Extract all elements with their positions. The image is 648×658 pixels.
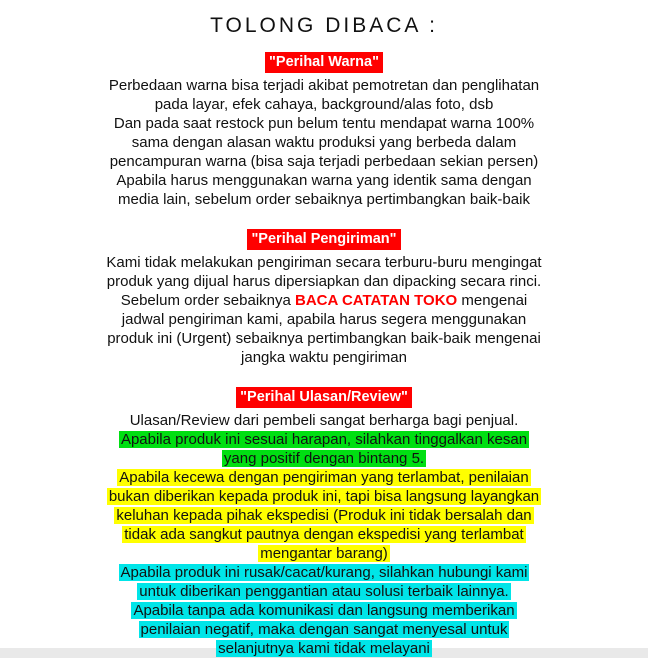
text-segment: BACA CATATAN TOKO — [295, 292, 458, 310]
text-segment: Sebelum order sebaiknya — [120, 292, 295, 310]
text-segment: sama dengan alasan waktu produksi yang berbeda dalam — [131, 134, 517, 152]
text-line — [36, 291, 612, 310]
text-line — [36, 348, 612, 367]
text-segment: tidak ada sangkut pautnya dengan ekspedisi yang terlambat — [124, 526, 524, 544]
sections — [36, 52, 612, 658]
text-segment: produk ini (Urgent) sebaiknya pertimbangkan baik-baik mengenai — [107, 330, 541, 348]
text-segment: selanjutnya kami tidak melayani — [218, 640, 430, 658]
text-segment: mengenai — [457, 292, 528, 310]
text-segment: pencampuran warna (bisa saja terjadi perbedaan sekian persen) — [109, 153, 539, 171]
section-body — [36, 253, 612, 367]
page-title: TOLONG DIBACA : — [210, 14, 438, 37]
notice-section — [36, 52, 612, 209]
text-line — [36, 152, 612, 171]
text-line — [36, 133, 612, 152]
text-segment: penilaian negatif, maka dengan sangat menyesal untuk — [140, 621, 508, 639]
text-segment: Ulasan/Review dari pembeli sangat berharga bagi penjual. — [129, 412, 519, 430]
section-body — [36, 411, 612, 658]
text-segment: untuk diberikan penggantian atau solusi terbaik lainnya. — [139, 583, 509, 601]
section-header — [36, 52, 612, 73]
text-line — [36, 272, 612, 291]
section-header-chip: "Perihal Warna" — [265, 52, 383, 73]
section-header-chip: "Perihal Pengiriman" — [247, 229, 400, 250]
text-line — [36, 563, 612, 582]
notice-section — [36, 229, 612, 367]
text-segment: jangka waktu pengiriman — [241, 349, 407, 367]
text-line — [36, 525, 612, 544]
text-line — [36, 310, 612, 329]
text-segment: Apabila harus menggunakan warna yang identik sama dengan — [116, 172, 532, 190]
text-line — [36, 468, 612, 487]
text-segment: pada layar, efek cahaya, background/alas foto, dsb — [154, 96, 494, 114]
text-line — [36, 639, 612, 658]
text-segment: mengantar barang) — [260, 545, 388, 563]
text-line — [36, 411, 612, 430]
text-line — [36, 620, 612, 639]
text-line — [36, 601, 612, 620]
text-segment: Dan pada saat restock pun belum tentu mendapat warna 100% — [113, 115, 535, 133]
text-segment: jadwal pengiriman kami, apabila harus segera menggunakan — [121, 311, 527, 329]
text-line — [36, 506, 612, 525]
text-line — [36, 190, 612, 209]
text-line — [36, 449, 612, 468]
text-segment: media lain, sebelum order sebaiknya pertimbangkan baik-baik — [118, 191, 530, 209]
text-line — [36, 487, 612, 506]
text-segment: yang positif dengan bintang 5. — [223, 450, 425, 468]
text-line — [36, 430, 612, 449]
text-segment: produk yang dijual harus dipersiapkan dan dipacking secara rinci. — [106, 273, 542, 291]
text-line — [36, 582, 612, 601]
section-header — [36, 387, 612, 408]
notice-section — [36, 387, 612, 658]
text-segment: Apabila tanpa ada komunikasi dan langsung memberikan — [133, 602, 515, 620]
text-segment: Apabila produk ini sesuai harapan, silahkan tinggalkan kesan — [120, 431, 528, 449]
text-line — [36, 329, 612, 348]
section-header — [36, 229, 612, 250]
section-header-chip: "Perihal Ulasan/Review" — [236, 387, 412, 408]
text-line — [36, 95, 612, 114]
text-line — [36, 114, 612, 133]
section-body — [36, 76, 612, 209]
text-line — [36, 253, 612, 272]
text-segment: bukan diberikan kepada produk ini, tapi bisa langsung layangkan — [108, 488, 540, 506]
text-line — [36, 76, 612, 95]
text-segment: Apabila produk ini rusak/cacat/kurang, silahkan hubungi kami — [120, 564, 528, 582]
text-segment: Perbedaan warna bisa terjadi akibat pemotretan dan penglihatan — [108, 77, 540, 95]
text-line — [36, 171, 612, 190]
text-line — [36, 544, 612, 563]
text-segment: Kami tidak melakukan pengiriman secara terburu-buru mengingat — [106, 254, 542, 272]
text-segment: Apabila kecewa dengan pengiriman yang terlambat, penilaian — [119, 469, 529, 487]
text-segment: keluhan kepada pihak ekspedisi (Produk ini tidak bersalah dan — [116, 507, 532, 525]
